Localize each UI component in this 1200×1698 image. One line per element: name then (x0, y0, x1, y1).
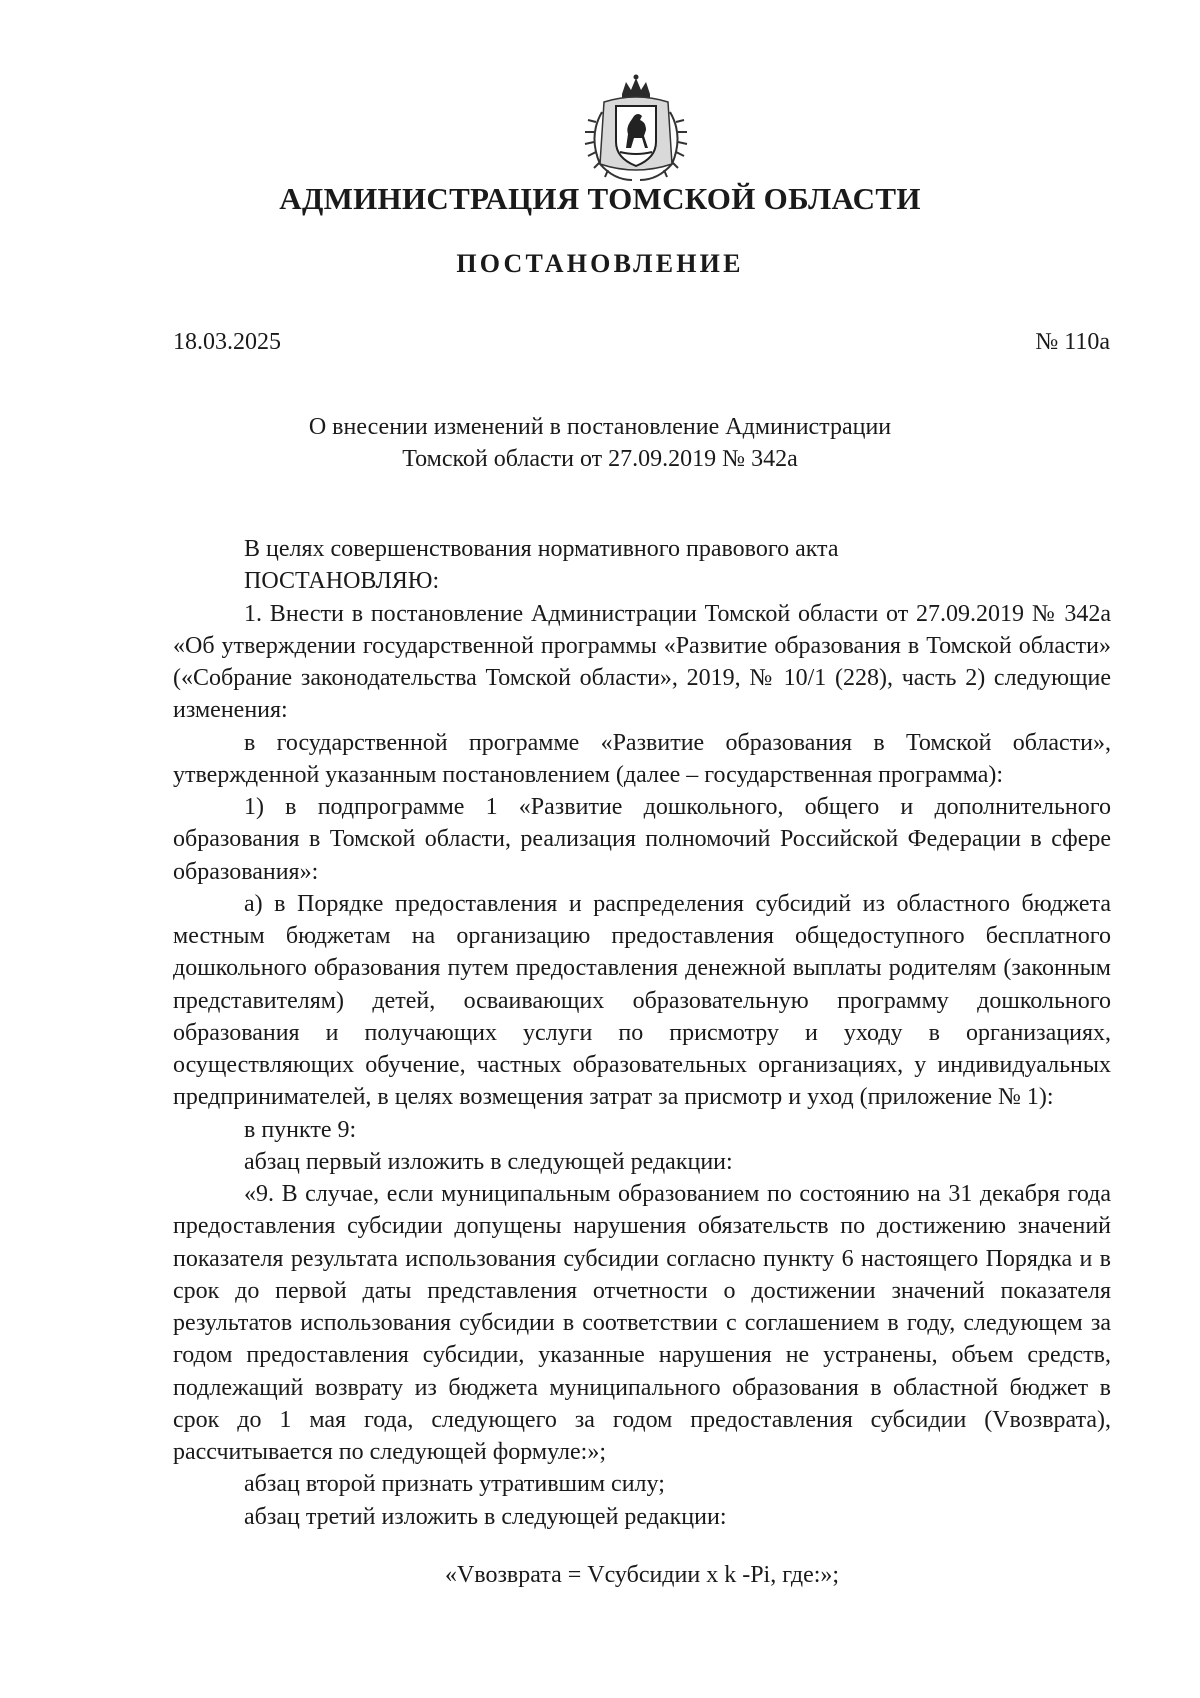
organization-title: АДМИНИСТРАЦИЯ ТОМСКОЙ ОБЛАСТИ (279, 181, 921, 216)
body-paragraph: в государственной программе «Развитие образования в Томской области», утвержденной указанным постановлением (далее – государственная программа): (173, 729, 1111, 788)
body-paragraph: абзац третий изложить в следующей редакции: (244, 1503, 727, 1530)
subject-line: Томской области от 27.09.2019 № 342а (402, 446, 798, 472)
formula: «Vвозврата = Vсубсидии x k -Pi, где:»; (444, 1561, 840, 1588)
preamble-paragraph: В целях совершенствования нормативного правового акта (244, 536, 839, 562)
body-paragraph: «9. В случае, если муниципальным образованием по состоянию на 31 декабря года предоставления субсидии допущены нарушения обязательств по достижению значений показателя результата использования субсидии согласно пункту 6 настоящего Порядка и в срок до первой даты представления отчетности о достижении значений показателя результатов использования субсидии в соответствии с соглашением в году, следующем за годом предоставления субсидии, указанные нарушения не устранены, объем средств, подлежащий возврату из бюджета муниципального образования в областной бюджет в срок до 1 мая года, следующего за годом предоставления субсидии (Vвозврата), рассчитывается по следующей формуле:»; (173, 1181, 1111, 1465)
document-type: ПОСТАНОВЛЕНИЕ (456, 249, 744, 278)
coat-of-arms-icon (582, 72, 690, 186)
body-paragraph: 1) в подпрограмме 1 «Развитие дошкольного, общего и дополнительного образования в Томской области, реализация полномочий Российской Федерации в сфере образования»: (173, 794, 1111, 885)
resolution-keyword: ПОСТАНОВЛЯЮ: (244, 568, 440, 595)
body-paragraph: абзац первый изложить в следующей редакции: (244, 1148, 733, 1175)
body-paragraph: абзац второй признать утратившим силу; (244, 1471, 665, 1498)
document-body (173, 533, 1111, 1591)
body-paragraph: а) в Порядке предоставления и распределения субсидий из областного бюджета местным бюджетам на организацию предоставления общедоступного бесплатного дошкольного образования путем предоставления денежной выплаты родителям (законным представителям) детей, осваивающих образовательную программу дошкольного образования и получающих услуги по присмотру и уходу в организациях, осуществляющих обучение, частных образовательных организациях, у индивидуальных предпринимателей, в целях возмещения затрат за присмотр и уход (приложение № 1): (173, 890, 1111, 1111)
document-number: № 110а (1035, 329, 1110, 355)
subject-line: О внесении изменений в постановление Администрации (308, 414, 892, 440)
document-date: 18.03.2025 (173, 329, 281, 355)
document-subject (0, 411, 1200, 475)
body-paragraph: в пункте 9: (244, 1116, 357, 1143)
body-paragraph: 1. Внести в постановление Администрации Томской области от 27.09.2019 № 342а «Об утверждении государственной программы «Развитие образования в Томской области» («Собрание законодательства Томской области», 2019, № 10/1 (228), часть 2) следующие изменения: (173, 600, 1111, 724)
